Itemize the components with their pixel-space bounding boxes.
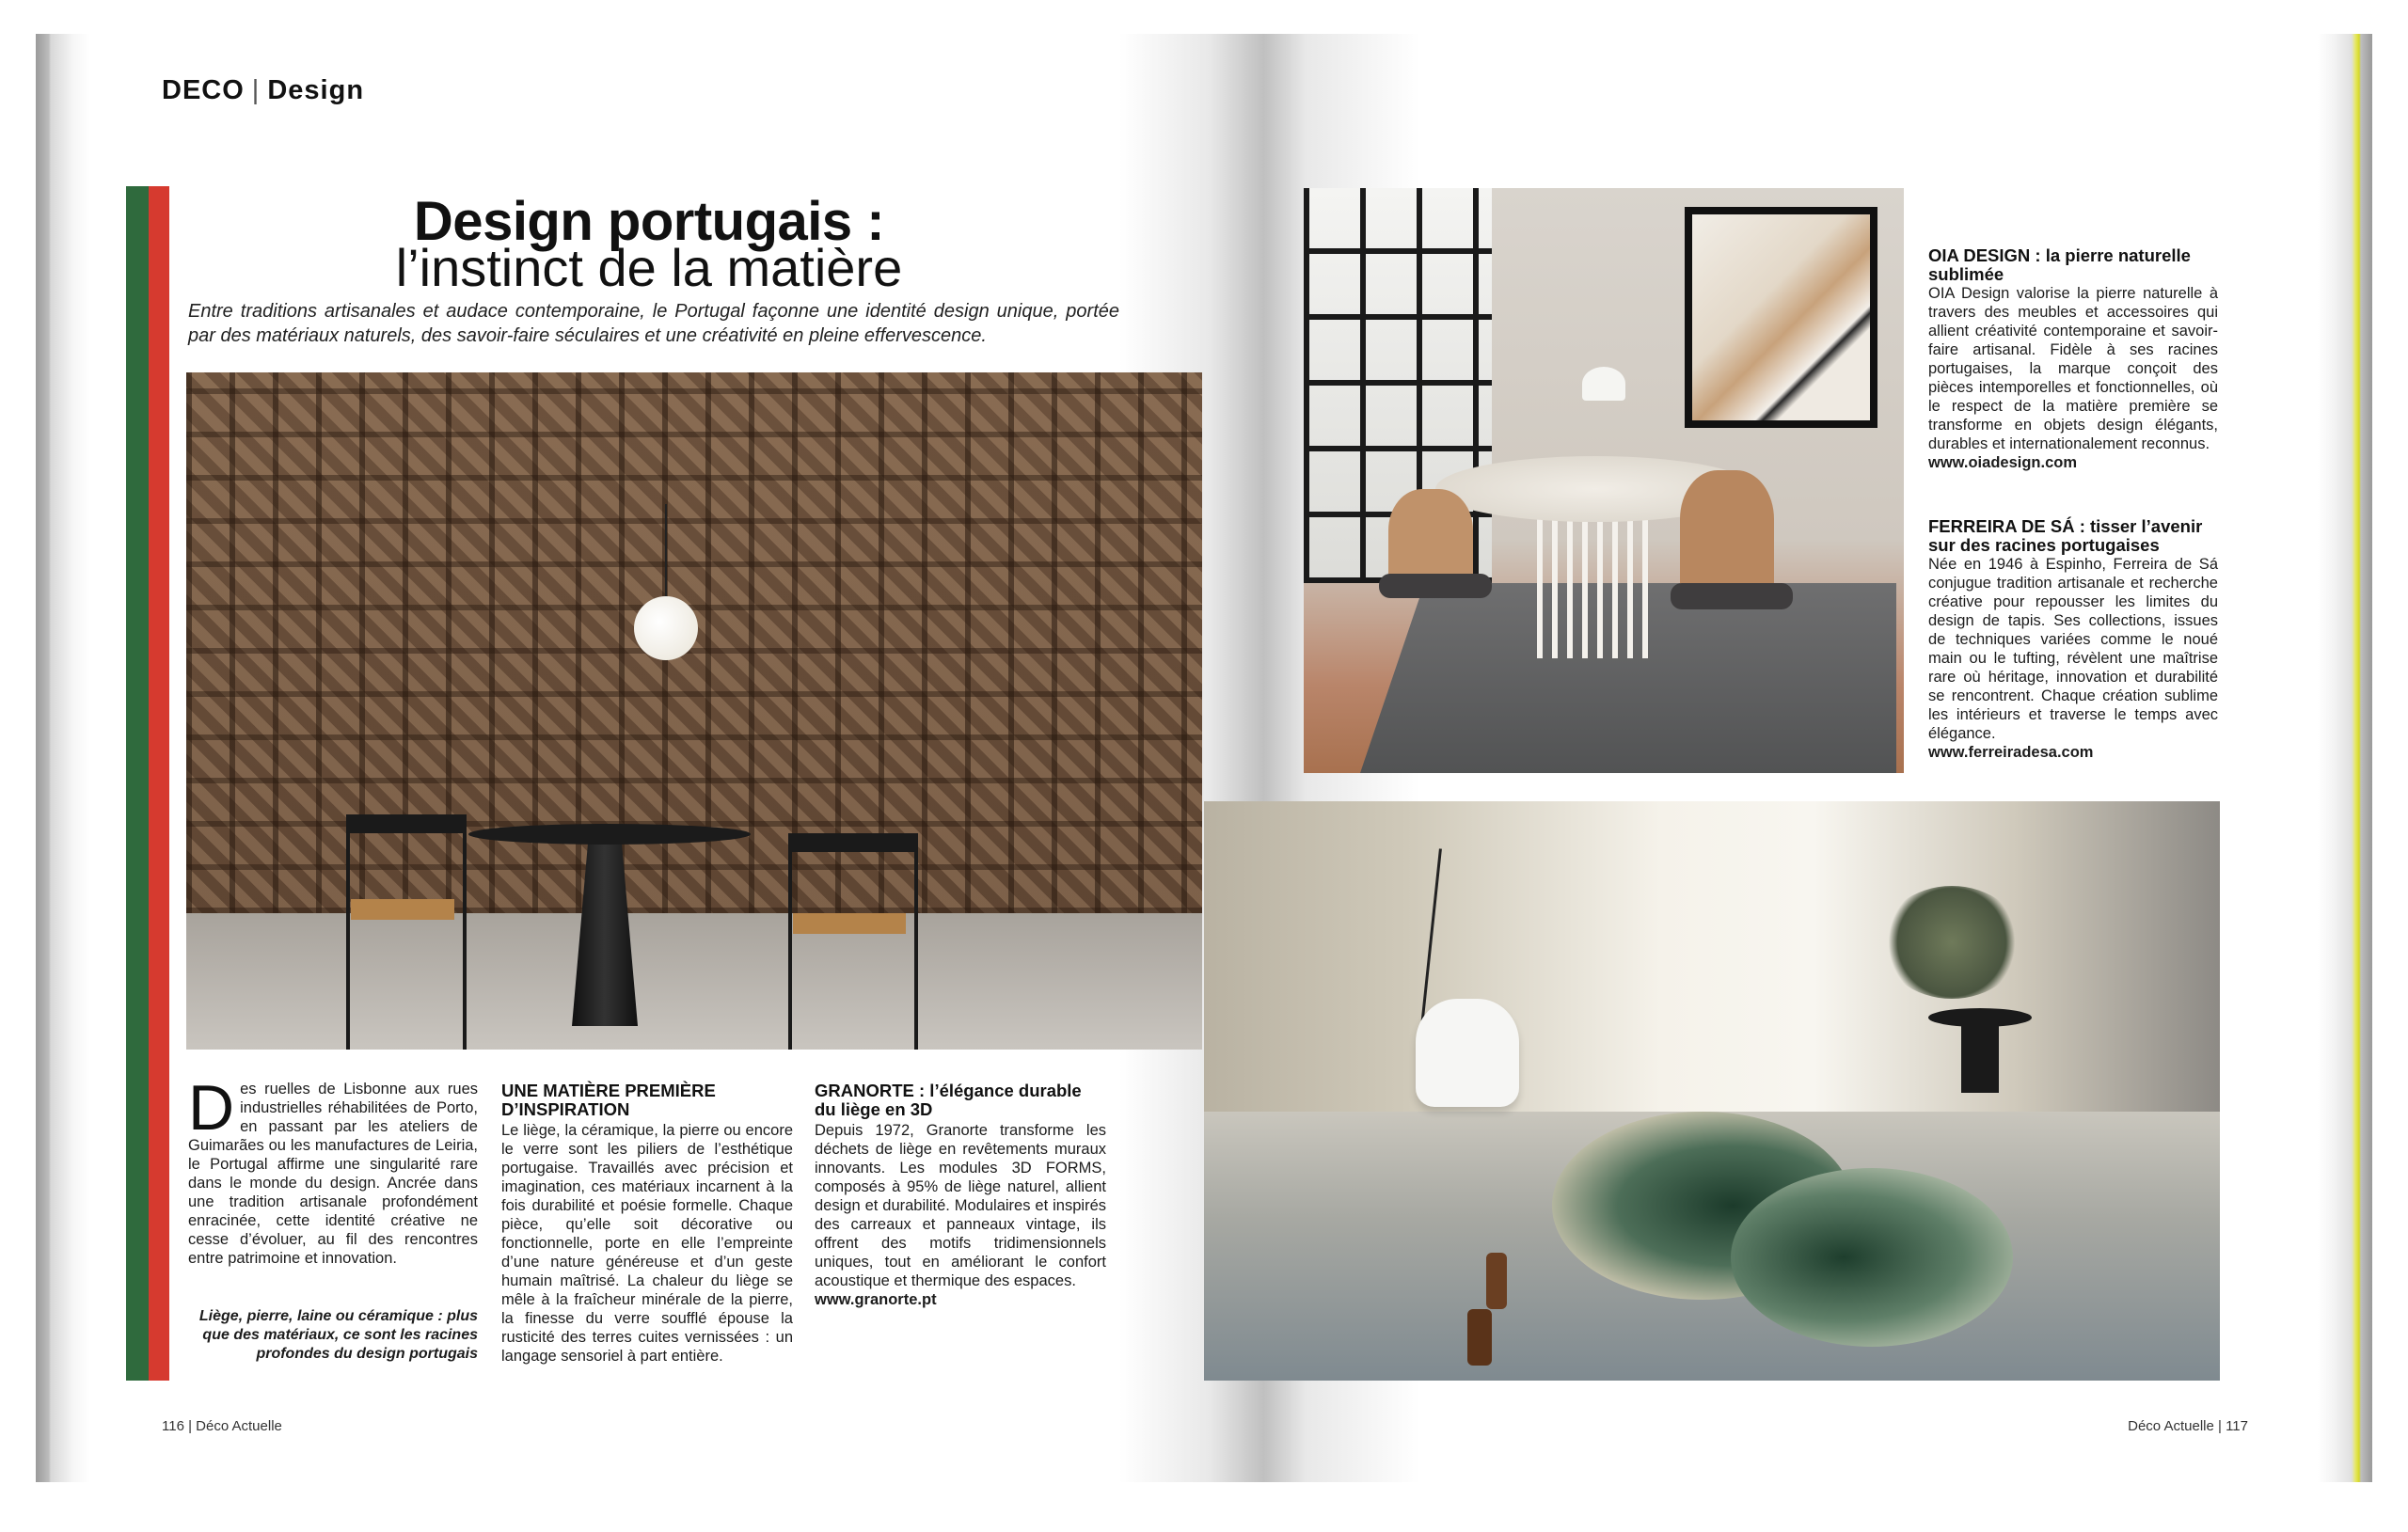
left-page-edges	[36, 34, 90, 1482]
pendant-lamp-wire	[665, 504, 667, 598]
chair-seat-left	[1379, 574, 1492, 598]
vase-2	[1467, 1309, 1492, 1366]
white-armchair	[1416, 999, 1519, 1107]
pull-quote: Liège, pierre, laine ou céramique : plus que des matériaux, ce sont les racines profondes du design portugais	[198, 1308, 478, 1362]
folio-left: 116 | Déco Actuelle	[162, 1418, 282, 1434]
link-oiadesign[interactable]: www.oiadesign.com	[1928, 454, 2077, 471]
folio-right: Déco Actuelle | 117	[2128, 1418, 2248, 1434]
body-column-1	[188, 1072, 478, 1268]
photo-oia-dining	[1304, 188, 1904, 773]
chair-left	[346, 814, 467, 1050]
page-number: 117	[2226, 1418, 2248, 1434]
section-heading-ferreira: FERREIRA DE SÁ : tisser l’avenir sur des racines portugaises	[1928, 516, 2203, 555]
floor-lamp	[1420, 848, 1442, 1026]
plant	[1881, 886, 2022, 999]
body-text: OIA Design valorise la pierre naturelle à travers des meubles et accessoires qui allient créativité contemporaine et savoir-faire artisanal. Fidèle à ses racines portugaises, la marque conçoit des pièces intemporelles et fonctionnelles, où le respect de la matière première se transforme en objets design élégants, durables et internationalement reconnus.	[1928, 285, 2218, 452]
vase-1	[1486, 1253, 1507, 1309]
chair-right-seat	[793, 913, 906, 934]
section-separator: |	[251, 75, 261, 105]
link-granorte[interactable]: www.granorte.pt	[815, 1291, 937, 1308]
pendant-lamp-globe	[634, 596, 698, 660]
section-heading-granorte: GRANORTE : l’élégance durable du liège en 3D	[815, 1081, 1082, 1119]
chair-right	[788, 833, 918, 1050]
body-text: Née en 1946 à Espinho, Ferreira de Sá conjugue tradition artisanale et recherche créative pour repousser les limites du design de tapis. Ses collections, issues de techniques variées comme le noué main ou le tufting, révèlent une maîtrise rare où héritage, innovation et durabilité se rencontrent. Chaque création sublime les intérieurs et traverse le temps avec élégance.	[1928, 556, 2218, 742]
magazine-name: Déco Actuelle	[196, 1418, 282, 1434]
section-label: DECO	[162, 75, 245, 105]
subsection-label: Design	[267, 75, 365, 105]
table-top	[468, 824, 751, 845]
section-header	[162, 75, 364, 106]
side-table-top	[1928, 1008, 2032, 1027]
artwork	[1692, 214, 1870, 420]
body-text: Depuis 1972, Granorte transforme les déchets de liège en revêtements muraux innovants. Les modules 3D FORMS, composés à 95% de liège naturel, allient design et durabilité. Modulaires et inspirés des carreaux et panneaux vintage, ils offrent des motifs tridimensionnels uniques, tout en améliorant le confort acoustique et thermique des espaces.	[815, 1122, 1106, 1289]
pendant-lamp	[1582, 367, 1625, 401]
page-number: 116	[162, 1418, 184, 1434]
flag-stripe-green	[126, 186, 149, 1381]
chair-back-right	[1680, 470, 1774, 592]
section-heading-oia: OIA DESIGN : la pierre naturelle sublimée	[1928, 245, 2191, 284]
body-column-3	[815, 1121, 1106, 1309]
drop-cap: D	[188, 1072, 235, 1144]
body-column-2: Le liège, la céramique, la pierre ou encore le verre sont les piliers de l’esthétique portugaise. Travaillés avec précision et imagination, ces matériaux incarnent à la fois durabilité et poésie formelle. Chaque pièce, qu’elle soit décorative ou fonctionnelle, porte en elle l’empreinte d’une nature généreuse et d’un geste humain maîtrisé. La chaleur du liège se mêle à la fraîcheur minérale de la pierre, la finesse du verre soufflé épouse la rusticité des terres cuites vernissées : un langage sensoriel à part entière.	[501, 1122, 793, 1365]
article-intro: Entre traditions artisanales et audace contemporaine, le Portugal façonne une identité design unique, portée par des matériaux naturels, des savoir-faire séculaires et une créativité en pleine effervescence.	[188, 301, 1119, 346]
photo-ferreira-rug	[1204, 801, 2220, 1381]
right-page-edges	[2318, 34, 2372, 1482]
photo-cork-wall-dining	[186, 372, 1202, 1050]
article-title-line2: l’instinct de la matière	[395, 238, 903, 297]
round-rug-2	[1731, 1168, 2013, 1347]
flag-stripe-red	[149, 186, 169, 1381]
section-heading-matiere: UNE MATIÈRE PREMIÈRE D’INSPIRATION	[501, 1081, 716, 1119]
side-table-base	[1961, 1018, 1999, 1093]
chair-left-seat	[351, 899, 454, 920]
article-title: Design portugais :	[413, 191, 885, 252]
body-column-4	[1928, 284, 2218, 472]
body-text: es ruelles de Lisbonne aux rues industrielles réhabilitées de Porto, en passant par les ateliers de Guimarães ou les manufactures de Leiria, le Portugal affirme une singularité rare dans le monde du design. Ancrée dans une tradition artisanale profondément enracinée, cette identité créative ne cesse d’évoluer, au fil des rencontres entre patrimoine et innovation.	[188, 1081, 478, 1267]
floor	[186, 913, 1202, 1050]
chair-seat-right	[1671, 583, 1793, 609]
magazine-name: Déco Actuelle	[2128, 1418, 2214, 1434]
body-column-5	[1928, 555, 2218, 762]
link-ferreiradesa[interactable]: www.ferreiradesa.com	[1928, 744, 2094, 761]
